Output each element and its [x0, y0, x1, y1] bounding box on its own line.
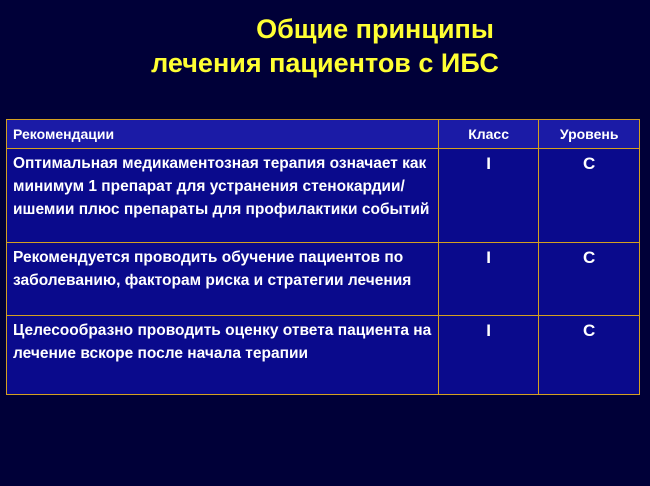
- table-row: [7, 149, 640, 243]
- class-value: I: [438, 243, 539, 316]
- table-row: [7, 243, 640, 316]
- header-class: Класс: [438, 120, 539, 149]
- table-header-row: [7, 120, 640, 149]
- header-level: Уровень: [539, 120, 640, 149]
- slide-title-line-2: лечения пациентов с ИБС: [151, 48, 499, 78]
- header-recommendations: Рекомендации: [7, 120, 439, 149]
- recommendation-text: Рекомендуется проводить обучение пациентов по заболеванию, факторам риска и стратегии лечения: [7, 243, 439, 316]
- level-value: C: [539, 149, 640, 243]
- level-value: C: [539, 243, 640, 316]
- recommendation-text: Целесообразно проводить оценку ответа пациента на лечение вскоре после начала терапии: [7, 316, 439, 395]
- recommendation-text: Оптимальная медикаментозная терапия означает как минимум 1 препарат для устранения стенокардии/ишемии плюс препараты для профилактики событий: [7, 149, 439, 243]
- class-value: I: [438, 316, 539, 395]
- slide-title-line-1: Общие принципы: [256, 14, 494, 44]
- class-value: I: [438, 149, 539, 243]
- level-value: C: [539, 316, 640, 395]
- recommendations-table: [6, 119, 640, 395]
- table-row: [7, 316, 640, 395]
- slide-title: [0, 12, 650, 80]
